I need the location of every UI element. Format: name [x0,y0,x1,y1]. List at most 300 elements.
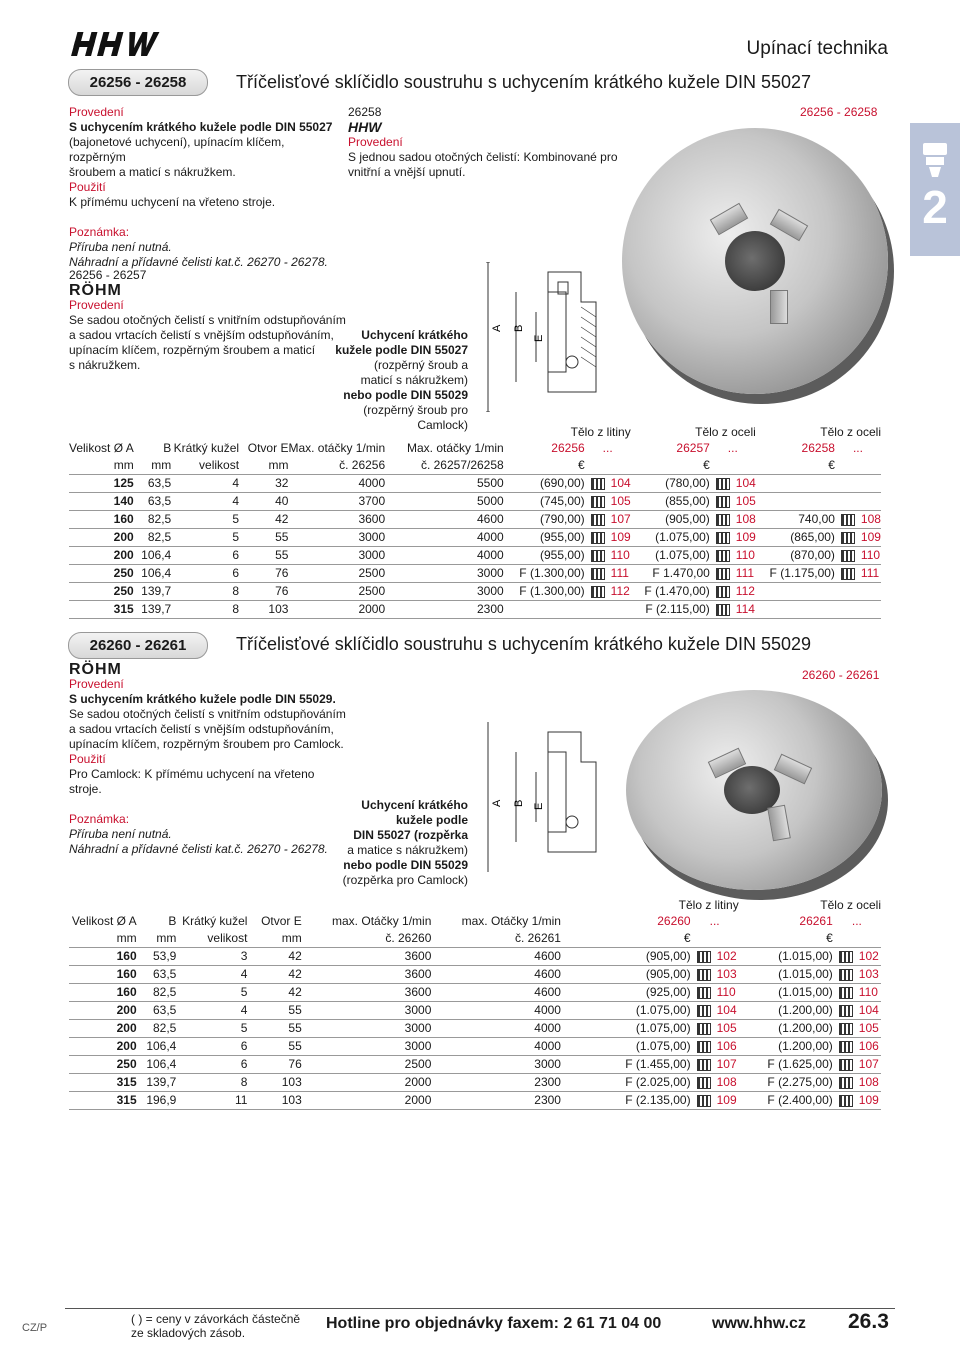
locale-label: CZ/P [22,1322,48,1334]
table-cell: 2500 [288,564,385,582]
image-code-label: 26256 - 26258 [800,105,878,119]
provedeni-label: Provedení [348,135,403,149]
page-ref[interactable]: 109 [610,530,631,544]
price-note-line: ze skladových zásob. [131,1326,246,1340]
price-cell: (1.200,00) [739,1037,833,1055]
col-header: ... [851,914,862,928]
table-cell: 139,7 [134,582,172,600]
table-cell: 4000 [431,1001,561,1019]
page-ref[interactable]: 105 [735,494,756,508]
mounting-line: maticí s nákružkem) [360,373,468,387]
page-ref[interactable]: 110 [858,985,878,999]
variant-26258-description [348,105,618,180]
page-category-title: Upínací technika [746,38,888,59]
provedeni-label: Provedení [69,105,124,119]
order-code-icon [591,568,605,580]
page-ref[interactable]: 103 [858,967,879,981]
order-code-icon [591,586,605,598]
section-title: Tříčelisťové sklíčidlo soustruhu s uchycením krátkého kužele DIN 55027 [236,72,812,92]
order-code-icon [839,987,853,999]
table-cell: 6 [171,564,239,582]
mounting-line: Uchycení krátkého [361,328,468,342]
order-code-icon [716,604,730,616]
page-ref[interactable]: 109 [858,1093,879,1107]
table-cell: 42 [247,947,301,965]
col-header: 26260 [657,914,691,928]
footer-divider [65,1308,895,1309]
price-cell: F 1.470,00 [631,564,710,582]
page-ref-cell [691,1073,739,1091]
table-row [69,1073,881,1091]
table-cell: 8 [176,1073,247,1091]
table-cell: 55 [247,1019,301,1037]
table-row [69,564,881,582]
order-code-icon [839,1095,853,1107]
price-cell: (870,00) [756,546,835,564]
table-cell: 2500 [302,1055,432,1073]
page-ref[interactable]: 106 [858,1039,879,1053]
provedeni-bold: S uchycením krátkého kužele podle DIN 55029. [69,692,336,706]
page-ref-cell [835,474,881,492]
page-ref-cell [691,1037,739,1055]
order-code-icon [841,532,855,544]
order-code-icon [697,969,711,981]
page-ref-cell [691,1055,739,1073]
page-ref[interactable]: 103 [716,967,737,981]
order-code-icon [697,951,711,963]
table-cell: 315 [69,1073,137,1091]
order-code-icon [716,550,730,562]
page-ref-cell [833,965,881,983]
table-cell: 3000 [288,528,385,546]
page-ref[interactable]: 104 [716,1003,737,1017]
table-cell: 82,5 [137,983,177,1001]
price-cell: (955,00) [504,528,585,546]
table-cell: 4000 [431,1037,561,1055]
order-code-icon [697,1023,711,1035]
table-row [69,546,881,564]
col-header: max. Otáčky 1/min [461,914,561,928]
page-ref-cell [710,546,756,564]
table-cell: 160 [69,947,137,965]
price-cell: (905,00) [631,510,710,528]
page-ref-cell [710,582,756,600]
unit-header: velikost [176,929,247,947]
table-cell: 125 [69,474,134,492]
mounting-line: (rozpěrka pro Camlock) [342,873,468,887]
price-cell [504,600,585,618]
table-cell: 63,5 [134,492,172,510]
page-ref[interactable]: 111 [860,566,880,580]
table-cell: 3 [176,947,247,965]
image-code-label: 26260 - 26261 [802,668,880,682]
table-cell: 4000 [385,528,504,546]
price-cell: (1.075,00) [561,1001,691,1019]
provedeni-label: Provedení [69,677,124,691]
price-table-section2 [69,897,881,1110]
page-ref-cell [835,582,881,600]
variant-code: 26258 [348,105,382,119]
table-cell: 200 [69,1001,137,1019]
page-ref-cell [833,1055,881,1073]
unit-header: € [631,456,710,474]
page-ref[interactable]: 105 [610,494,631,508]
table-cell: 4000 [288,474,385,492]
table-cell: 5 [176,983,247,1001]
table-cell: 2000 [302,1073,432,1091]
poznamka-label: Poznámka: [69,812,130,826]
price-cell: (855,00) [631,492,710,510]
table-cell: 76 [247,1055,301,1073]
page-ref[interactable]: 104 [735,476,756,490]
mounting-line: (rozpěrný šroub a [373,358,468,372]
table-cell: 4 [171,492,239,510]
page-ref-cell [585,492,631,510]
group-header: Tělo z oceli [695,425,756,439]
order-code-icon [591,550,605,562]
page-ref[interactable]: 106 [716,1039,737,1053]
page-ref[interactable]: 104 [610,476,631,490]
order-code-icon [716,532,730,544]
mounting-line: DIN 55027 (rozpěrka [353,828,468,842]
table-cell: 200 [69,1019,137,1037]
page-ref[interactable]: 108 [860,512,881,526]
hhw-small-logo: HHW [348,119,382,135]
price-cell: (1.015,00) [739,983,833,1001]
pouziti-label: Použití [69,180,106,194]
table-cell: 4600 [385,510,504,528]
table-cell: 5 [171,510,239,528]
table-cell: 200 [69,528,134,546]
order-code-icon [841,550,855,562]
table-cell: 2000 [302,1091,432,1109]
price-cell [756,600,835,618]
price-cell [756,492,835,510]
table-row [69,947,881,965]
page-ref[interactable]: 107 [858,1057,879,1071]
table-cell: 106,4 [134,564,172,582]
provedeni-text: upínacím klíčem, rozpěrným šroubem pro Camlock. [69,737,344,751]
col-header: 26257 [676,441,710,455]
order-code-icon [591,532,605,544]
table-cell: 139,7 [134,600,172,618]
table-cell: 53,9 [137,947,177,965]
table-cell: 4 [176,965,247,983]
dim-a-label: A [491,799,503,807]
page-ref[interactable]: 112 [610,584,630,598]
col-header: 26261 [799,914,833,928]
page-ref[interactable]: 107 [610,512,631,526]
poznamka-text: Náhradní a přídavné čelisti kat.č. 26270 - 26278. [69,255,328,269]
page-ref-cell [585,564,631,582]
page-ref[interactable]: 105 [858,1021,879,1035]
group-header: Tělo z litiny [678,898,739,912]
price-cell [756,582,835,600]
price-cell: (1.075,00) [631,528,710,546]
order-code-icon [839,951,853,963]
table-cell: 160 [69,510,134,528]
page-ref[interactable]: 111 [610,566,629,580]
order-code-icon [716,514,730,526]
table-row [69,528,881,546]
price-cell: (1.075,00) [561,1019,691,1037]
page-ref-cell [585,474,631,492]
price-cell: F (1.300,00) [504,564,585,582]
unit-header: mm [134,456,172,474]
price-cell: F (2.115,00) [631,600,710,618]
page-ref[interactable]: 109 [735,530,756,544]
page-ref[interactable]: 111 [735,566,755,580]
col-header: Otvor E [261,914,302,928]
page-ref-cell [585,582,631,600]
price-cell: F (1.470,00) [631,582,710,600]
table-cell: 6 [171,546,239,564]
table-cell: 2500 [288,582,385,600]
price-cell: F (1.300,00) [504,582,585,600]
provedeni-text: S jednou sadou otočných čelistí: Kombinované pro [348,150,618,164]
page-ref[interactable]: 108 [716,1075,737,1089]
rohm-logo: RÖHM [69,661,122,678]
unit-header: mm [137,929,177,947]
order-code-icon [841,514,855,526]
table-cell: 3000 [302,1001,432,1019]
page-ref[interactable]: 112 [735,584,755,598]
price-cell: (865,00) [756,528,835,546]
provedeni-text: vnitřní a vnější upnutí. [348,165,466,179]
page-ref[interactable]: 108 [858,1075,879,1089]
table-cell: 5000 [385,492,504,510]
table-cell: 63,5 [134,474,172,492]
table-cell: 8 [171,582,239,600]
price-cell: (905,00) [561,947,691,965]
page-ref[interactable]: 108 [735,512,756,526]
table-cell: 4 [176,1001,247,1019]
order-code-icon [839,1041,853,1053]
page-ref-cell [691,965,739,983]
unit-header: € [756,456,835,474]
chuck-icon [920,141,950,181]
table-cell: 103 [239,600,288,618]
group-header: Tělo z litiny [570,425,631,439]
page-ref-cell [835,600,881,618]
price-cell: (745,00) [504,492,585,510]
page-ref-cell [691,1019,739,1037]
mounting-line: (rozpěrný šroub pro [363,403,468,417]
table-row [69,600,881,618]
dim-a-label: A [491,324,503,332]
page-ref-cell [835,528,881,546]
order-code-icon [716,478,730,490]
chuck-product-image [626,690,882,890]
page-ref-cell [710,474,756,492]
price-note-line: ( ) = ceny v závorkách částečně [131,1312,301,1326]
order-code-icon [591,478,605,490]
provedeni-text: s nákružkem. [69,358,141,372]
table-cell: 160 [69,983,137,1001]
page-ref[interactable]: 109 [860,530,881,544]
unit-header: € [739,929,833,947]
page-ref[interactable]: 102 [858,949,879,963]
table-row [69,1019,881,1037]
price-cell: F (1.455,00) [561,1055,691,1073]
pouziti-text: Pro Camlock: K přímému uchycení na vřeteno [69,767,315,781]
section-title: Tříčelisťové sklíčidlo soustruhu s uchycením krátkého kužele DIN 55029 [236,634,812,654]
page-ref-cell [710,492,756,510]
table-cell: 63,5 [137,965,177,983]
price-cell: F (2.275,00) [739,1073,833,1091]
table-row [69,965,881,983]
provedeni-text: Se sadou otočných čelistí s vnitřním odstupňováním [69,313,346,327]
table-cell: 140 [69,492,134,510]
page-number: 26.3 [848,1310,889,1333]
price-cell: (1.200,00) [739,1001,833,1019]
provedeni-text: Se sadou otočných čelistí s vnitřním odstupňováním [69,707,346,721]
cross-section-diagram [486,262,608,412]
price-cell: (1.015,00) [739,947,833,965]
page-ref[interactable]: 105 [716,1021,737,1035]
table-cell: 106,4 [137,1037,177,1055]
page-ref-cell [710,564,756,582]
page-ref[interactable]: 104 [858,1003,879,1017]
poznamka-text: Příruba není nutná. [69,827,172,841]
table-cell: 3600 [302,947,432,965]
col-header: Krátký kužel [182,914,248,928]
table-row [69,1091,881,1109]
price-cell: F (2.135,00) [561,1091,691,1109]
order-code-icon [697,1059,711,1071]
page-ref[interactable]: 110 [610,548,630,562]
table-cell: 315 [69,600,134,618]
col-header: B [168,914,177,928]
table-cell: 6 [176,1055,247,1073]
table-cell: 4000 [385,546,504,564]
order-code-icon [839,1023,853,1035]
page-ref-cell [585,546,631,564]
mounting-line: nebo podle DIN 55029 [343,858,468,872]
provedeni-label: Provedení [69,298,124,312]
page-ref-cell [691,947,739,965]
page-ref-cell [835,510,881,528]
unit-header: mm [239,456,288,474]
unit-header: € [504,456,585,474]
price-cell: (1.075,00) [631,546,710,564]
poznamka-text: Příruba není nutná. [69,240,172,254]
table-cell: 3700 [288,492,385,510]
provedeni-text: a sadou vrtacích čelistí s vnějším odstupňováním, [69,722,334,736]
pouziti-label: Použití [69,752,106,766]
col-header: 26256 [551,441,585,455]
product-code-badge: 26256 - 26258 [68,69,208,96]
page-ref-cell [835,492,881,510]
order-code-icon [716,568,730,580]
website-link[interactable]: www.hhw.cz [712,1315,806,1332]
col-header: Velikost Ø A [69,441,134,455]
order-code-icon [697,1005,711,1017]
cross-section-diagram [486,722,608,872]
price-cell: (790,00) [504,510,585,528]
unit-header: mm [247,929,301,947]
page-ref[interactable]: 107 [716,1057,737,1071]
page-ref[interactable]: 110 [860,548,881,562]
order-code-icon [839,969,853,981]
page-ref[interactable]: 114 [735,602,755,616]
page-ref[interactable]: 110 [735,548,755,562]
order-code-icon [697,987,711,999]
table-cell: 5 [176,1019,247,1037]
price-cell: F (2.400,00) [739,1091,833,1109]
table-cell: 32 [239,474,288,492]
table-row [69,983,881,1001]
chuck-product-image [622,128,888,394]
col-header: Max. otáčky 1/min [288,441,386,455]
table-cell: 2000 [288,600,385,618]
col-header: 26258 [801,441,835,455]
table-cell: 3000 [302,1019,432,1037]
table-row [69,474,881,492]
table-cell: 3000 [385,564,504,582]
price-cell: (1.075,00) [561,1037,691,1055]
chapter-number: 2 [922,181,948,233]
product-code-badge: 26260 - 26261 [68,632,208,659]
table-cell: 106,4 [137,1055,177,1073]
page-ref-cell [691,983,739,1001]
page-ref-cell [833,1001,881,1019]
table-cell: 200 [69,1037,137,1055]
price-cell: (690,00) [504,474,585,492]
col-header: ... [727,441,738,455]
price-cell: 740,00 [756,510,835,528]
mounting-line: kužele podle [395,813,468,827]
table-cell: 2300 [431,1091,561,1109]
group-header: Tělo z oceli [820,898,881,912]
provedeni-text: a sadou vrtacích čelistí s vnějším odstupňováním, [69,328,334,342]
table-cell: 55 [239,546,288,564]
table-row [69,1001,881,1019]
page-ref[interactable]: 110 [716,985,736,999]
pouziti-text: stroje. [69,782,102,796]
table-cell: 160 [69,965,137,983]
table-cell: 55 [239,528,288,546]
order-code-icon [591,496,605,508]
col-header: max. Otáčky 1/min [332,914,432,928]
table-cell: 8 [171,600,239,618]
order-code-icon [841,568,855,580]
order-code-icon [839,1077,853,1089]
variant-code: 26256 - 26257 [69,268,147,282]
mounting-line: Uchycení krátkého [361,798,468,812]
table-cell: 3000 [431,1055,561,1073]
price-note [131,1312,300,1340]
unit-header: mm [69,929,137,947]
page-ref[interactable]: 102 [716,949,737,963]
table-cell: 76 [239,564,288,582]
table-cell: 200 [69,546,134,564]
table-cell: 250 [69,564,134,582]
col-header: B [163,441,172,455]
chapter-tab[interactable] [910,123,960,256]
unit-header: mm [69,456,134,474]
price-cell: (780,00) [631,474,710,492]
page-ref-cell [835,564,881,582]
col-header: ... [852,441,863,455]
poznamka-text: Náhradní a přídavné čelisti kat.č. 26270 - 26278. [69,842,328,856]
price-table-section1 [69,424,881,619]
order-code-icon [716,586,730,598]
order-code-icon [839,1005,853,1017]
table-cell: 6 [176,1037,247,1055]
price-cell: F (1.175,00) [756,564,835,582]
page-ref[interactable]: 109 [716,1093,737,1107]
